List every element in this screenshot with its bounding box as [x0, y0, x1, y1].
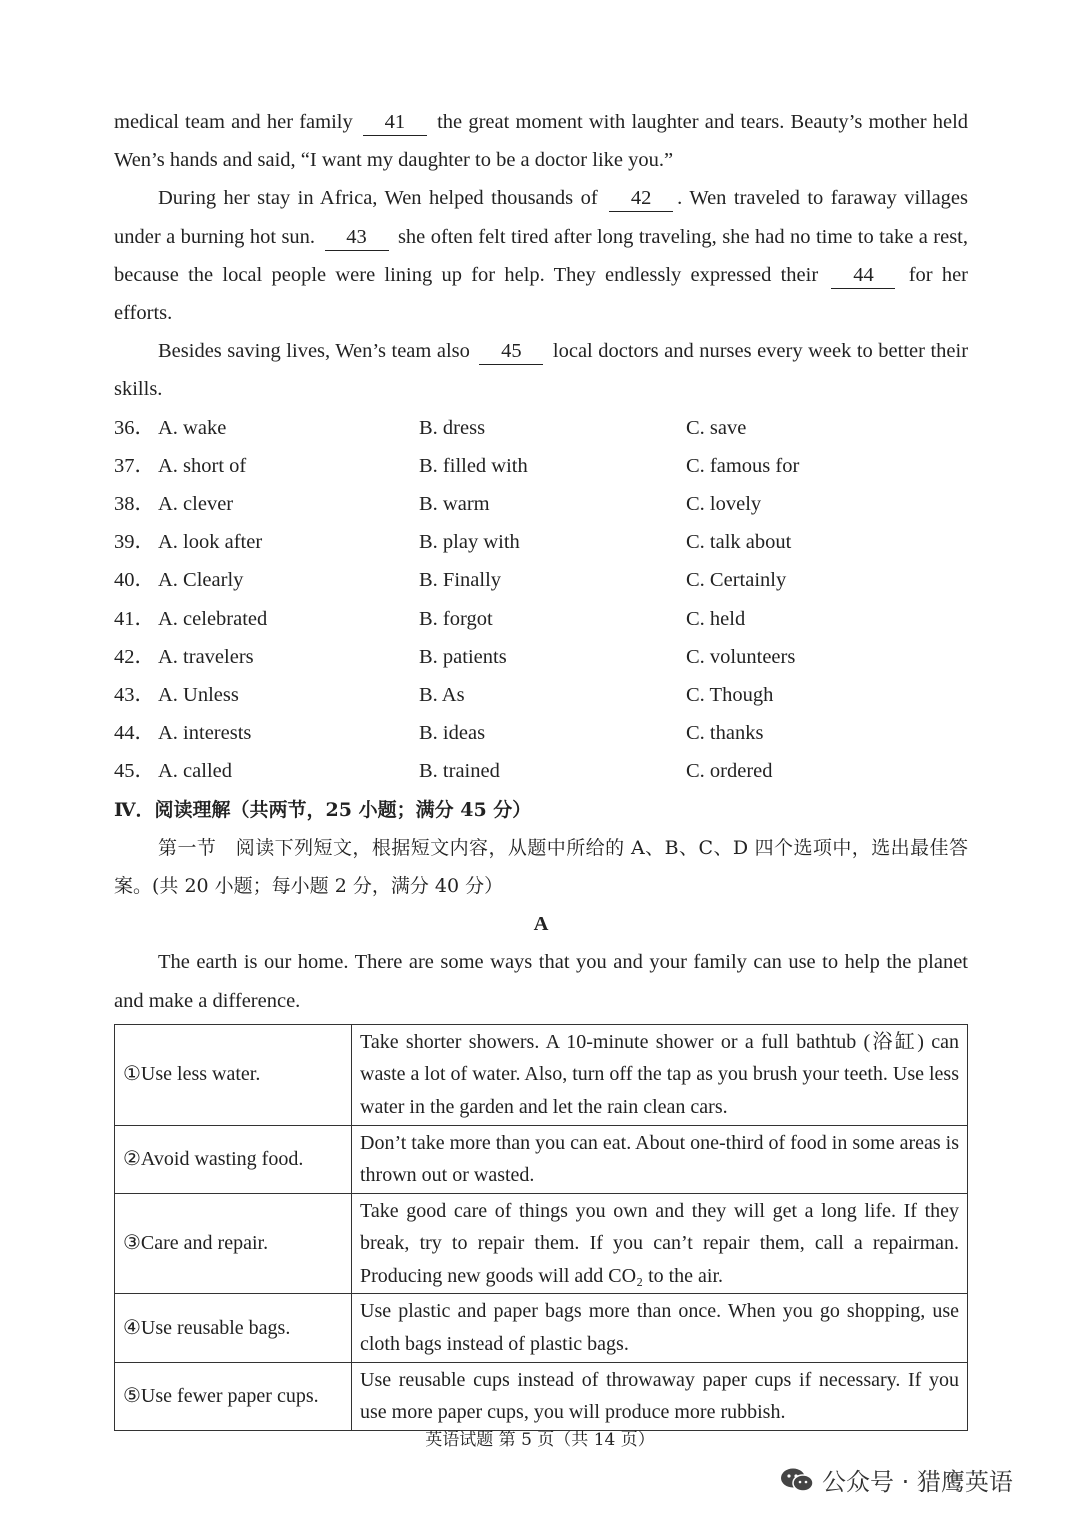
option-b: B. dress: [419, 416, 486, 439]
option-a: A. look after: [158, 531, 263, 554]
watermark-text: 公众号 · 猎鹰英语: [822, 1468, 1013, 1496]
option-c: C. Certainly: [686, 569, 787, 592]
watermark: [780, 1462, 1013, 1497]
option-row: [114, 409, 968, 447]
option-a: A. interests: [158, 722, 252, 745]
exam-page: [114, 103, 968, 1431]
option-c: C. famous for: [686, 454, 800, 477]
text: she often felt tired after long traveling, she had no time to take a rest, because the local people were lining up for help. They endlessly expressed their: [114, 225, 969, 286]
passage-intro: The earth is our home. There are some ways that you and your family can use to help the planet and make a difference.: [114, 951, 968, 1012]
tip-cell: ②Avoid wasting food.: [115, 1125, 352, 1193]
option-row: [114, 638, 968, 676]
option-row: [114, 447, 968, 485]
passage-para-3: [114, 332, 968, 408]
desc-cell: Take shorter showers. A 10-minute shower or a full bathtub (浴缸) can waste a lot of water. Also, turn off the tap as you brush your teeth. Use less water in the garden and let the rain clean cars.: [352, 1024, 968, 1125]
text: medical team and her family: [114, 111, 353, 133]
options-list: [114, 409, 968, 791]
option-c: C. Though: [686, 683, 774, 706]
option-c: C. talk about: [686, 531, 792, 554]
table-row: [115, 1024, 968, 1125]
text: held Wen’s hands and said, “I want my daughter to be a doctor like you.”: [114, 111, 969, 172]
text: . Wen traveled to faraway villages under a burning hot sun.: [114, 187, 968, 248]
blank-45: 45: [479, 338, 543, 365]
option-b: B. ideas: [419, 722, 486, 745]
tip-cell: ①Use less water.: [115, 1024, 352, 1125]
option-row: [114, 714, 968, 752]
tip-cell: ⑤Use fewer paper cups.: [115, 1362, 352, 1430]
option-row: [114, 600, 968, 638]
section-instruction: 第一节 阅读下列短文，根据短文内容，从题中所给的 A、B、C、D 四个选项中，选出最佳答案。(共 20 小题；每小题 2 分，满分 40 分）: [114, 836, 968, 897]
table-row: [115, 1362, 968, 1430]
tip-cell: ④Use reusable bags.: [115, 1294, 352, 1362]
option-b: B. forgot: [419, 607, 493, 630]
option-a: A. Clearly: [158, 569, 244, 592]
table-row: [115, 1193, 968, 1294]
passage-para-1: [114, 103, 968, 179]
blank-42: 42: [609, 185, 673, 212]
table-row: [115, 1294, 968, 1362]
option-a: A. short of: [158, 454, 247, 477]
section-title: Ⅳ．阅读理解（共两节，25 小题；满分 45 分）: [114, 798, 532, 821]
option-a: A. travelers: [158, 645, 254, 668]
option-c: C. held: [686, 607, 746, 630]
option-row: [114, 485, 968, 523]
option-a: A. Unless: [158, 683, 239, 706]
blank-41: 41: [363, 109, 427, 136]
table-row: [115, 1125, 968, 1193]
option-b: B. trained: [419, 760, 500, 783]
option-b: B. patients: [419, 645, 507, 668]
question-number: 42．: [114, 645, 155, 668]
text: Besides saving lives, Wen’s team also: [158, 340, 470, 363]
text: the great moment with laughter and tears. Beauty’s mother: [437, 111, 927, 133]
question-number: 37．: [114, 454, 155, 477]
option-a: A. wake: [158, 416, 227, 439]
option-b: B. As: [419, 683, 465, 706]
desc-cell: Take good care of things you own and they will get a long life. If they break, try to repair them. If you can’t repair them, call a repairman. Producing new goods will add CO₂ to the air.: [352, 1193, 968, 1294]
option-a: A. celebrated: [158, 607, 268, 630]
question-number: 40．: [114, 569, 155, 592]
option-row: [114, 752, 968, 790]
option-a: A. called: [158, 760, 232, 783]
option-c: C. save: [686, 416, 747, 439]
option-row: [114, 676, 968, 714]
tip-cell: ③Care and repair.: [115, 1193, 352, 1294]
wechat-icon: [780, 1467, 814, 1493]
text: During her stay in Africa, Wen helped thousands of: [158, 187, 598, 210]
desc-cell: Use plastic and paper bags more than once. When you go shopping, use cloth bags instead of plastic bags.: [352, 1294, 968, 1362]
tips-table: [114, 1024, 968, 1431]
option-c: C. lovely: [686, 493, 762, 515]
passage-heading: A: [533, 913, 549, 936]
page-footer: 英语试题 第 5 页（共 14 页）: [425, 1430, 655, 1450]
question-number: 44．: [114, 722, 155, 745]
desc-cell: Use reusable cups instead of throwaway paper cups if necessary. If you use more paper cups, you will produce more rubbish.: [352, 1362, 968, 1430]
passage-para-2: [114, 179, 968, 332]
question-number: 36．: [114, 416, 155, 439]
text: local doctors and nurses every week to better their skills.: [114, 340, 969, 401]
question-number: 39．: [114, 531, 155, 554]
question-number: 41．: [114, 607, 155, 630]
question-number: 38．: [114, 493, 155, 515]
option-row: [114, 561, 968, 599]
desc-cell: Don’t take more than you can eat. About one-third of food in some areas is thrown out or wasted.: [352, 1125, 968, 1193]
question-number: 43．: [114, 683, 155, 706]
option-b: B. play with: [419, 531, 520, 554]
option-b: B. warm: [419, 493, 490, 515]
option-c: C. thanks: [686, 722, 764, 745]
blank-43: 43: [325, 224, 389, 251]
option-b: B. Finally: [419, 569, 502, 592]
option-b: B. filled with: [419, 454, 528, 477]
option-row: [114, 523, 968, 561]
text: for her efforts.: [114, 263, 969, 325]
option-c: C. volunteers: [686, 645, 796, 668]
option-a: A. clever: [158, 493, 234, 515]
blank-44: 44: [831, 262, 895, 289]
option-c: C. ordered: [686, 760, 773, 783]
question-number: 45．: [114, 760, 155, 783]
